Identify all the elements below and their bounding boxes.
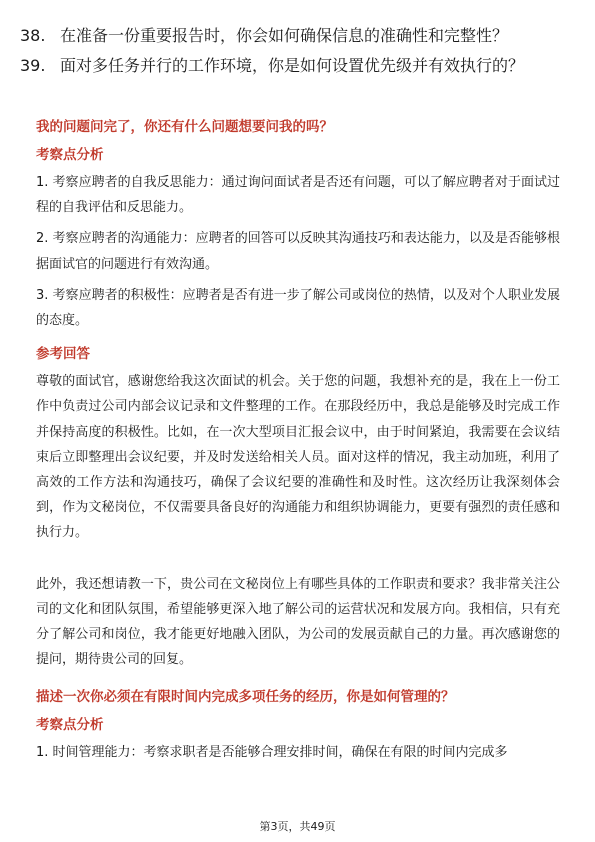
question-item — [20, 24, 580, 48]
analysis-item: 3. 考察应聘者的积极性：应聘者是否有进一步了解公司或岗位的热情，以及对个人职业发展的态度。 — [36, 287, 560, 329]
answer-heading: 参考回答 — [36, 346, 90, 363]
answer-paragraph: 此外，我还想请教一下，贵公司在文秘岗位上有哪些具体的工作职责和要求？我非常关注公司的文化和团队氛围，希望能够更深入地了解公司的运营状况和发展方向。我相信，只有充分了解公司和岗位，我才能更好地融入团队，为公司的发展贡献自己的力量。再次感谢您的提问，期待贵公司的回复。 — [36, 576, 560, 668]
main-content — [36, 116, 560, 766]
answer-paragraph: 尊敬的面试官，感谢您给我这次面试的机会。关于您的问题，我想补充的是，我在上一份工作中负责过公司内部会议记录和文件整理的工作。在那段经历中，我总是能够及时完成工作并保持高度的积极性。比如，在一次大型项目汇报会议中，由于时间紧迫，我需要在会议结束后立即整理出会议纪要，并及时发送给相关人员。面对这样的情况，我主动加班，利用了高效的工作方法和沟通技巧，确保了会议纪要的准确性和及时性。这次经历让我深刻体会到，作为文秘岗位，不仅需要具备良好的沟通能力和组织协调能力，更要有强烈的责任感和执行力。 — [36, 374, 560, 541]
section-title: 描述一次你必须在有限时间内完成多项任务的经历，你是如何管理的？ — [36, 689, 455, 706]
analysis-item: 2. 考察应聘者的沟通能力：应聘者的回答可以反映其沟通技巧和表达能力，以及是否能够根据面试官的问题进行有效沟通。 — [36, 231, 560, 272]
question-text: 面对多任务并行的工作环境，你是如何设置优先级并有效执行的？ — [60, 56, 525, 75]
analysis-item: 1. 时间管理能力：考察求职者是否能够合理安排时间，确保在有限的时间内完成多 — [36, 745, 508, 761]
question-list — [20, 24, 580, 78]
analysis-item: 1. 考察应聘者的自我反思能力：通过询问面试者是否还有问题，可以了解应聘者对于面试过程的自我评估和反思能力。 — [36, 175, 560, 216]
paragraph-spacer — [36, 546, 560, 572]
section-title: 我的问题问完了，你还有什么问题想要问我的吗？ — [36, 119, 333, 135]
analysis-heading: 考察点分析 — [36, 147, 104, 163]
page-footer: 第3页，共49页 — [259, 820, 336, 833]
question-text: 在准备一份重要报告时，你会如何确保信息的准确性和完整性？ — [60, 26, 509, 45]
question-number: 38. — [20, 26, 46, 45]
question-number: 39. — [20, 56, 46, 75]
question-item — [20, 54, 580, 78]
analysis-heading: 考察点分析 — [36, 717, 104, 734]
